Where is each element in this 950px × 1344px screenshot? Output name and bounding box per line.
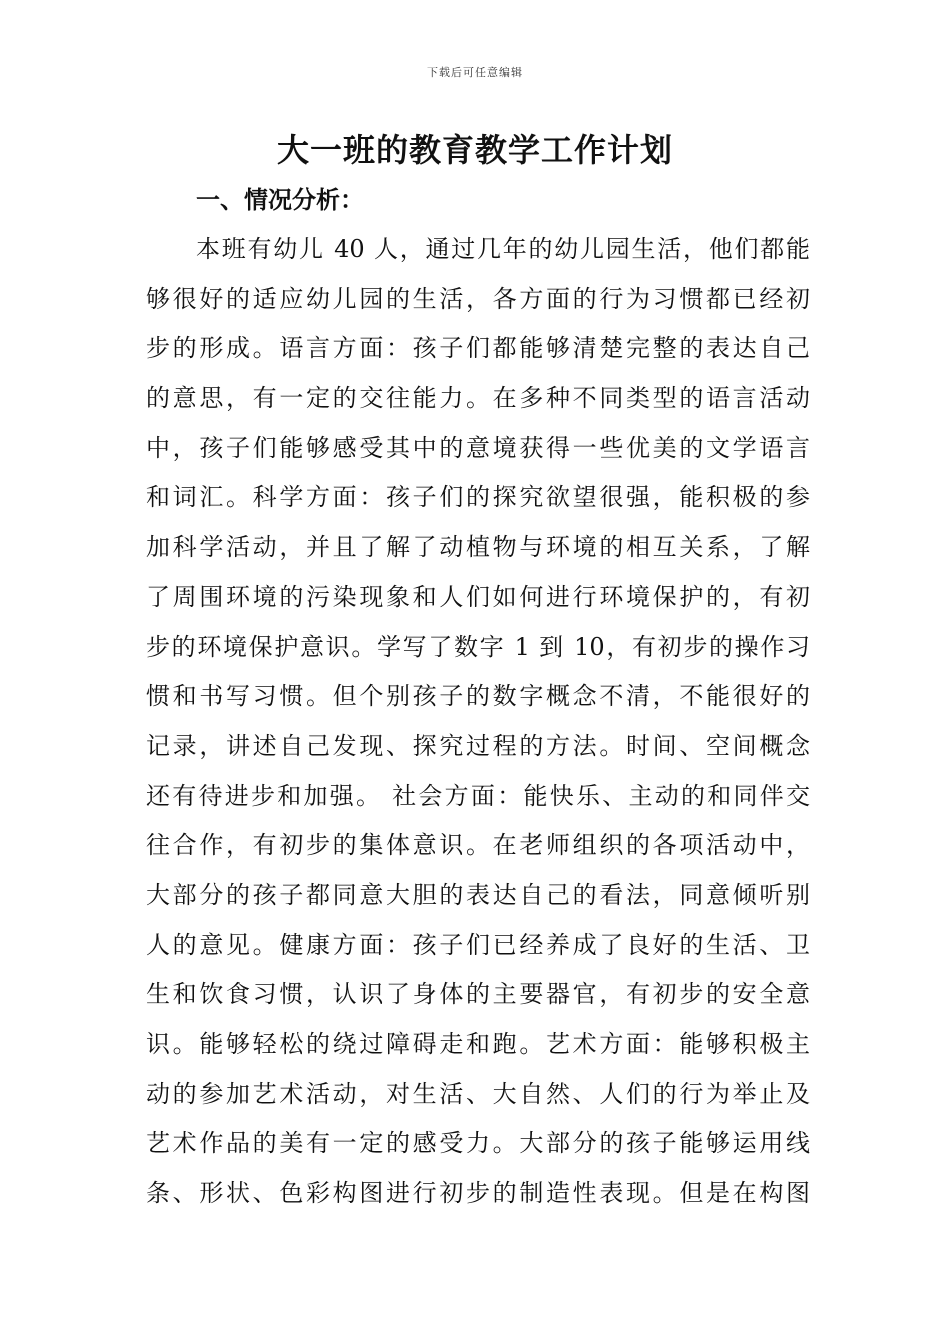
paragraph-line: 够很好的适应幼儿园的生活，各方面的行为习惯都已经初 (146, 284, 810, 313)
header-note: 下载后可任意编辑 (427, 66, 523, 79)
paragraph-line: 艺术作品的美有一定的感受力。大部分的孩子能够运用线 (146, 1129, 810, 1158)
document-title: 大一班的教育教学工作计划 (276, 131, 673, 169)
paragraph-line: 了周围环境的污染现象和人们如何进行环境保护的，有初 (146, 582, 810, 611)
paragraph-line: 记录，讲述自己发现、探究过程的方法。时间、空间概念 (146, 731, 810, 760)
paragraph-line: 和词汇。科学方面：孩子们的探究欲望很强，能积极的参 (146, 483, 810, 512)
paragraph-line: 大部分的孩子都同意大胆的表达自己的看法，同意倾听别 (146, 880, 810, 909)
paragraph-line: 中，孩子们能够感受其中的意境获得一些优美的文学语言 (146, 433, 810, 462)
paragraph-line: 还有待进步和加强。 社会方面：能快乐、主动的和同伴交 (146, 781, 810, 810)
paragraph-line: 人的意见。健康方面：孩子们已经养成了良好的生活、卫 (146, 930, 810, 959)
paragraph-line: 加科学活动，并且了解了动植物与环境的相互关系，了解 (146, 533, 810, 562)
paragraph-line: 步的形成。语言方面：孩子们都能够清楚完整的表达自己 (146, 334, 810, 363)
paragraph-line: 动的参加艺术活动，对生活、大自然、人们的行为举止及 (146, 1079, 810, 1108)
paragraph-line: 的意思，有一定的交往能力。在多种不同类型的语言活动 (146, 384, 810, 413)
paragraph-line: 往合作，有初步的集体意识。在老师组织的各项活动中， (146, 831, 810, 860)
paragraph-line: 条、形状、色彩构图进行初步的制造性表现。但是在构图 (146, 1179, 810, 1208)
body-paragraph (146, 225, 810, 1219)
paragraph-line: 生和饮食习惯，认识了身体的主要器官，有初步的安全意 (146, 980, 810, 1009)
section-heading: 一、情况分析： (196, 185, 364, 214)
paragraph-line: 步的环境保护意识。学写了数字 1 到 10，有初步的操作习 (146, 632, 810, 661)
paragraph-line: 惯和书写习惯。但个别孩子的数字概念不清，不能很好的 (146, 682, 810, 711)
paragraph-line: 识。能够轻松的绕过障碍走和跑。艺术方面：能够积极主 (146, 1030, 810, 1058)
paragraph-line: 本班有幼儿 40 人，通过几年的幼儿园生活，他们都能 (196, 235, 810, 263)
